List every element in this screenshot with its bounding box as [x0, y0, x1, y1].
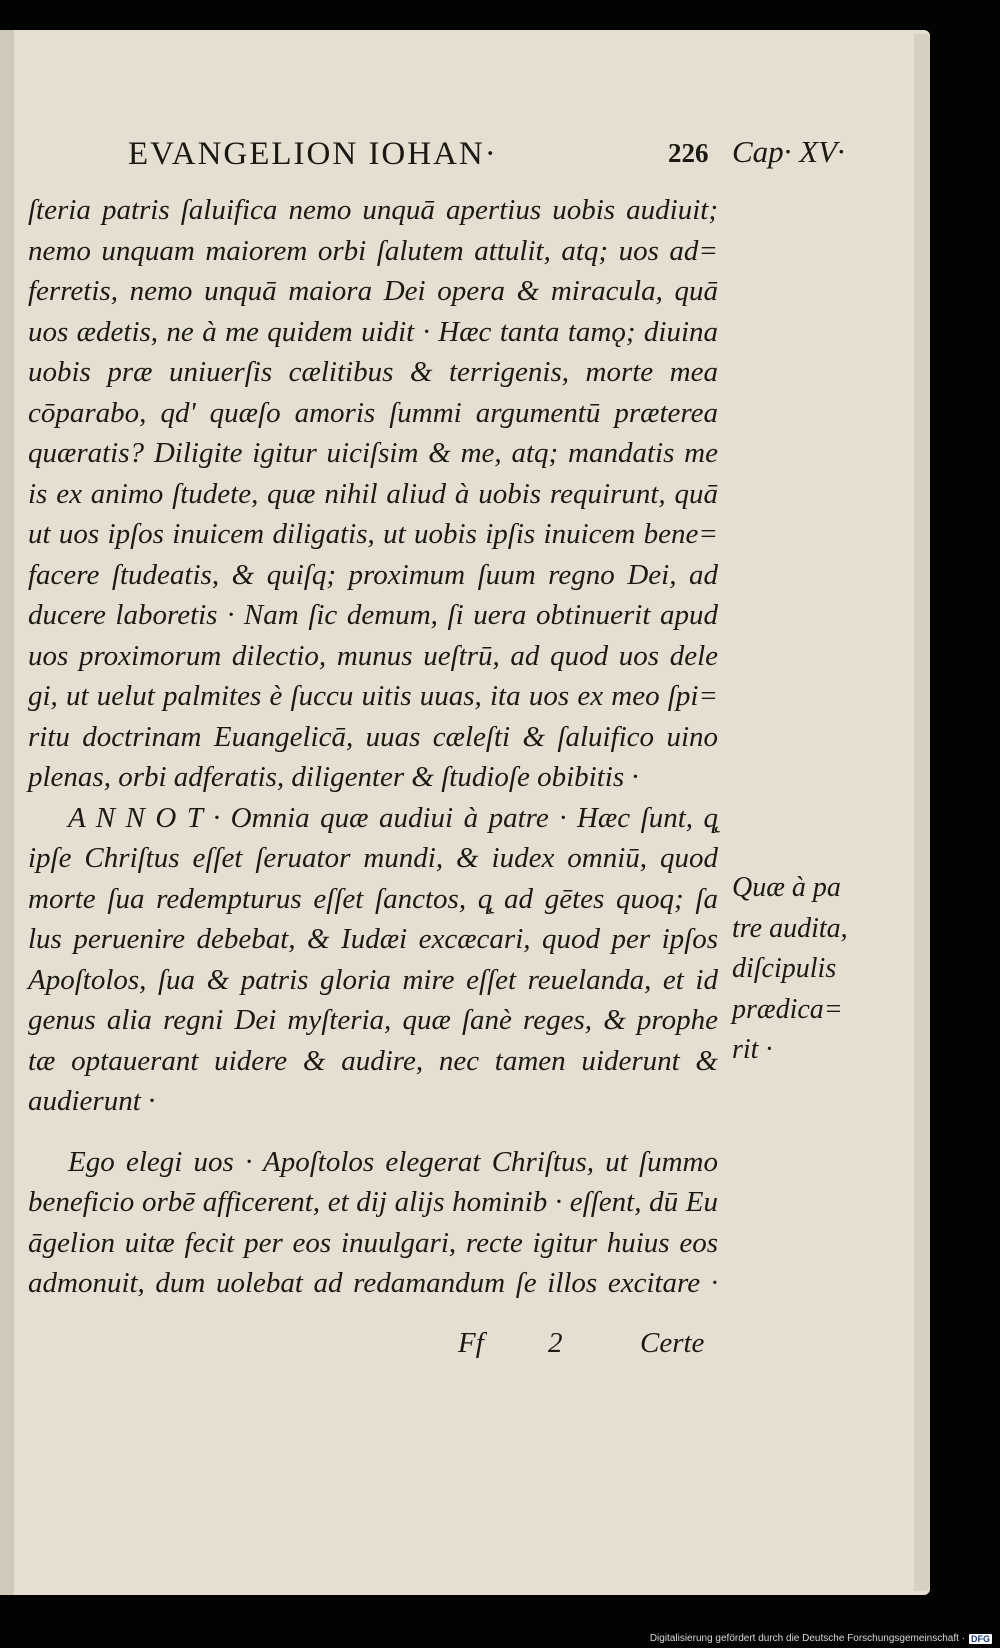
annotation-line: audierunt · [28, 1085, 156, 1117]
annotation-line: tæ optauerant uidere & audire, nec tamen uiderunt & [28, 1044, 718, 1077]
commentary-line: beneficio orbē afficerent, et dij alijs hominib · eſſent, dū Eu [28, 1186, 718, 1218]
chapter-label: Cap· XV· [732, 134, 845, 169]
commentary-line: āgelion uitæ fecit per eos inuulgari, recte igitur huius eos [28, 1226, 718, 1259]
page-right-edge [914, 34, 930, 1591]
text-line: quæratis? Diligite igitur uiciſsim & me, atq; mandatis me [28, 437, 718, 469]
text-line: facere ſtudeatis, & quiſq; proximum ſuum regno Dei, ad [28, 558, 718, 591]
page-footer [28, 1327, 718, 1367]
text-line: ferretis, nemo unquā maiora Dei opera & miracula, quā [28, 275, 718, 307]
text-line: ut uos ipſos inuicem diligatis, ut uobis ipſis inuicem bene= [28, 518, 718, 550]
text-line: nemo unquam maiorem orbi ſalutem attulit, atq; uos ad= [28, 234, 718, 267]
annotation-line: morte ſua redempturus eſſet ſanctos, q̨ ad gētes quoq; ſa [28, 882, 718, 915]
running-head [128, 132, 898, 176]
text-line: uobis præ uniuerſis cælitibus & terrigenis, morte mea [28, 356, 718, 388]
marginal-note [732, 868, 892, 1071]
text-line: ducere laboretis · Nam ſic demum, ſi uera obtinuerit apud [28, 599, 718, 631]
dfg-logo-icon: DFG [971, 1633, 990, 1644]
text-line: plenas, orbi adferatis, diligenter & ſtudioſe obibitis · [28, 761, 639, 793]
annotation-line: A N N O T · Omnia quæ audiui à patre · Hæc ſunt, q̨ [68, 801, 718, 834]
text-line: gi, ut uelut palmites è ſuccu uitis uuas, ita uos ex meo ſpi= [28, 680, 718, 712]
annotation-line: ipſe Chriſtus eſſet ſeruator mundi, & iudex omniū, quod [28, 842, 718, 874]
digitization-credit [650, 1633, 992, 1644]
marginal-note-line: diſcipulis [732, 953, 837, 984]
running-head-title: EVANGELION IOHAN· [128, 136, 498, 172]
text-line: ſteria patris ſaluifica nemo unquā apertius uobis audiuit; [28, 194, 718, 226]
annotation-line: Apoſtolos, ſua & patris gloria mire eſſet reuelanda, et id [28, 963, 718, 996]
credit-text: Digitalisierung gefördert durch die Deutsche Forschungsgemeinschaft · [649, 1633, 965, 1644]
text-line: ritu doctrinam Euangelicā, uuas cæleſti & ſaluifico uino [28, 720, 718, 753]
signature-mark: Ff [458, 1327, 484, 1359]
commentary-line: Ego elegi uos · Apoſtolos elegerat Chriſtus, ut ſummo [68, 1145, 718, 1178]
annotation-line: genus alia regni Dei myſteria, quæ ſanè reges, & prophe [28, 1004, 718, 1036]
signature-number: 2 [548, 1327, 563, 1359]
text-line: uos ædetis, ne à me quidem uidit · Hæc tanta tamǫ; diuina [28, 315, 718, 348]
text-line: cōparabo, qd' quæſo amoris ſummi argumentū præterea [28, 396, 718, 429]
text-line: uos proximorum dilectio, munus ueſtrū, ad quod uos dele [28, 639, 718, 672]
marginal-note-line: tre audita, [732, 912, 848, 944]
main-text [28, 190, 718, 1304]
marginal-note-line: prædica= [732, 993, 843, 1025]
marginal-note-line: Quæ à pa [732, 872, 841, 903]
marginal-note-line: rit · [732, 1034, 773, 1065]
commentary-line: admonuit, dum uolebat ad redamandum ſe illos excitare · [28, 1267, 718, 1299]
catchword: Certe [640, 1327, 705, 1359]
annotation-line: lus peruenire debebat, & Iudæi excæcari, quod per ipſos [28, 923, 718, 955]
text-line: is ex animo ſtudete, quæ nihil aliud à uobis requirunt, quā [28, 477, 718, 510]
page-number: 226 [668, 138, 709, 168]
page-left-edge [0, 30, 14, 1595]
